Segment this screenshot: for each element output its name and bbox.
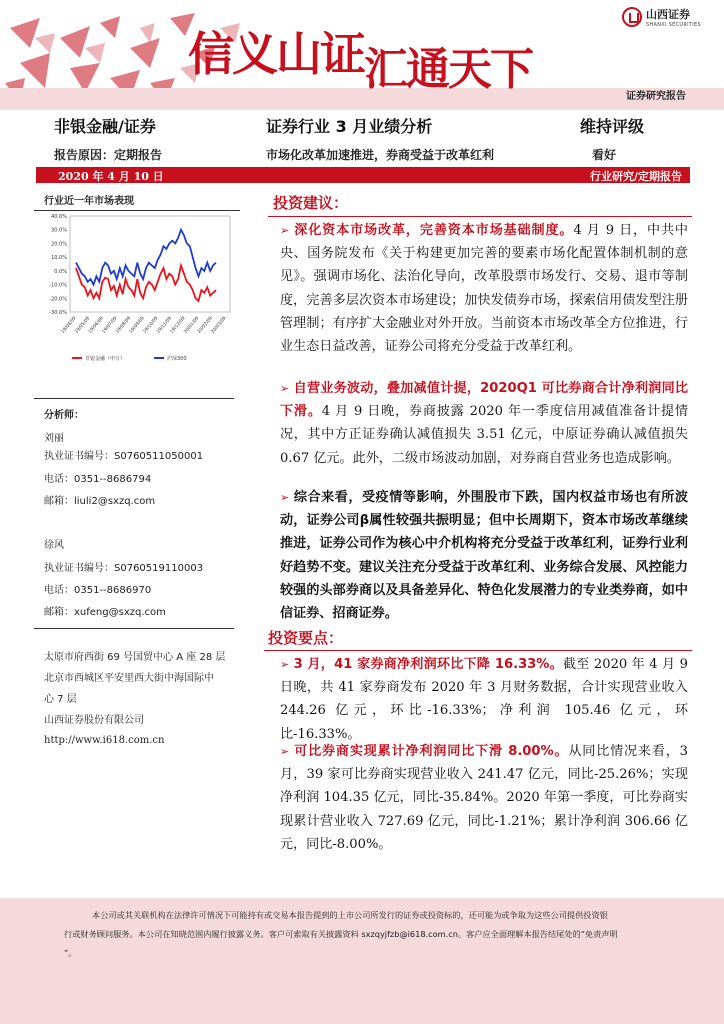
x-tick-label: 19/12/09 (169, 316, 187, 335)
chart-svg (34, 208, 240, 378)
analyst-license: 执业证书编号：S0760519110003 (44, 563, 204, 574)
analyst-email[interactable]: 邮箱：xufeng@sxzq.com (44, 607, 166, 618)
point-item (280, 740, 688, 852)
point-highlight: 可比券商实现累计净利润同比下滑 8.00%。 (294, 744, 569, 759)
advice-highlight: 自营业务波动，叠加减值计提，2020Q1 可比券商合计净利润同比下滑。 (280, 381, 688, 420)
section-divider (268, 216, 692, 217)
legend-swatch-0 (72, 357, 82, 359)
y-tick-label: 10.0% (51, 255, 67, 262)
x-tick-label: 19/11/09 (156, 316, 173, 335)
series-line-1 (76, 230, 216, 285)
divider (34, 628, 234, 629)
disclaimer-line-1: 本公司或其关联机构在法律许可情况下可能持有或交易本报告提到的上市公司所发行的证券或投资标的，还可能为或争取为这些公司提供投资银 (92, 910, 608, 920)
page-header (0, 0, 724, 112)
report-reason: 报告原因：定期报告 (54, 148, 163, 162)
advice-text: 4 月 9 日，中共中央、国务院发布《关于构建更加完善的要素市场化配置体制机制的意见》。强调市场化、法治化导向，改革股票市场发行、交易、退市等制度，完善多层次资本市场建设；加快发债券市场，探索信用债发型注册管理制；有序扩大金融业对外开放。当前资本市场改革全方位推进，行业生态日益改善，证券公司将充分受益于改革红利。 (280, 223, 689, 355)
logo-icon (622, 7, 642, 27)
advice-text: 4 月 9 日晚，券商披露 2020 年一季度信用减值准备计提情况，其中方正证券确认减值损失 3.51 亿元，中原证券确认减值损失 0.67 亿元。此外，二级市场波动加剧，对券商自营业务也造成影响。 (280, 404, 689, 466)
address-beijing: 北京市西城区平安里西大街中海国际中 (44, 673, 214, 684)
market-chart (34, 208, 240, 378)
x-tick-label: 19/07/09 (101, 316, 119, 335)
logo-en: SHANXI SECURITIES (646, 22, 701, 28)
points-title: 投资要点： (268, 629, 344, 647)
analyst-phone: 电话：0351--8686794 (44, 474, 152, 485)
advice-item (280, 219, 688, 371)
advice-item (280, 486, 689, 622)
date-bar (36, 167, 690, 183)
x-tick-label: 19/08/09 (115, 316, 133, 335)
report-title: 证券行业 3 月业绩分析 (266, 117, 433, 136)
rating-value: 看好 (592, 148, 617, 162)
company-name: 山西证券股份有限公司 (44, 715, 144, 726)
advice-item (280, 377, 688, 483)
point-item (280, 653, 688, 742)
analyst-phone: 电话：0351--8686970 (44, 585, 152, 596)
advice-title: 投资建议： (273, 194, 349, 212)
bullet-arrow-icon: ➢ (280, 382, 290, 395)
disclaimer-line-2: 行或财务顾问服务。本公司在知晓范围内履行披露义务。客户可索取有关披露资料 sxzqyjfzb@i618.com.cn。客户应全面理解本报告结尾处的“免责声明 (64, 929, 618, 939)
rating-title: 维持评级 (580, 117, 645, 136)
bullet-arrow-icon: ➢ (280, 658, 290, 671)
y-tick-label: 0.0% (54, 268, 67, 275)
bullet-arrow-icon: ➢ (280, 745, 290, 758)
y-tick-label: -10.0% (49, 282, 67, 289)
point-highlight: 3 月，41 家券商净利润环比下降 16.33%。 (293, 657, 563, 672)
x-tick-label: 19/04/09 (60, 316, 78, 335)
report-date: 2020 年 4 月 10 日 (58, 170, 164, 183)
analyst-email[interactable]: 邮箱：liuli2@sxzq.com (44, 496, 156, 507)
company-website[interactable]: http://www.i618.com.cn (44, 735, 165, 746)
y-tick-label: -20.0% (49, 296, 67, 303)
chart-title: 行业近一年市场表现 (34, 186, 240, 211)
legend-label-1: 沪深300 (167, 356, 187, 362)
y-tick-label: 40.0% (51, 214, 67, 220)
x-tick-label: 19/09/09 (128, 316, 146, 335)
section-divider (264, 650, 692, 651)
x-tick-label: 19/10/09 (142, 316, 160, 335)
slogan (188, 18, 532, 95)
advice-highlight: 深化资本市场改革，完善资本市场基础制度。 (294, 223, 574, 238)
divider (34, 398, 234, 399)
slogan-part-2: 汇通天下 (364, 44, 532, 95)
y-tick-label: 30.0% (51, 227, 67, 234)
left-sidebar (34, 186, 240, 362)
header-banner (0, 88, 724, 110)
report-type: 证券研究报告 (626, 91, 686, 102)
point-text: 从同比情况来看，3 月，39 家可比券商实现营业收入 241.47 亿元，同比-25.26%；实现净利润 104.35 亿元，同比-35.84%。2020 年第一季度，可比券商实现累计营业收入 727.69 亿元，同比-1.21%；累计净利润 306.66 亿元，同比-8.00%。 (280, 744, 688, 852)
address-beijing-cont: 心 7 层 (44, 694, 77, 705)
x-tick-label: 20/01/09 (183, 316, 201, 335)
point-text: 截至 2020 年 4 月 9 日晚，共 41 家券商发布 2020 年 3 月财务数据，合计实现营业收入 244.26 亿元，环比-16.33%；净利润 105.46 亿元，环比-16.33%。 (280, 657, 688, 742)
x-tick-label: 19/05/09 (74, 316, 92, 335)
advice-text: 综合来看，受疫情等影响，外围股市下跌，国内权益市场也有所波动，证券公司β属性较强共振明显；但中长周期下，资本市场改革继续推进，证券公司作为核心中介机构将充分受益于改革红利，证券行业利好趋势不变。建议关注充分受益于改革红利、业务综合发展、风控能力较强的头部券商以及具备差异化、特色化发展潜力的专业类券商，如中信证券、招商证券。 (280, 490, 689, 622)
legend-label-0: 非银金融（申万） (85, 356, 126, 362)
legend-swatch-1 (154, 357, 164, 359)
report-subtitle: 市场化改革加速推进，券商受益于改革红利 (266, 148, 495, 162)
y-tick-label: 20.0% (51, 241, 67, 248)
analyst-name: 刘丽 (44, 433, 64, 444)
disclaimer-line-3: ”。 (64, 948, 77, 958)
x-tick-label: 20/02/09 (197, 316, 214, 335)
company-logo (622, 6, 701, 28)
slogan-part-1: 信义山证 (188, 27, 364, 81)
industry-title: 非银金融/证券 (54, 117, 156, 136)
analyst-name: 徐风 (44, 540, 64, 551)
y-tick-label: -30.0% (49, 310, 67, 316)
logo-cn: 山西证券 (646, 8, 690, 21)
x-tick-label: 19/06/09 (87, 316, 105, 335)
analyst-license: 执业证书编号：S0760511050001 (44, 451, 204, 462)
disclaimer-footer (0, 898, 724, 1024)
report-category: 行业研究/定期报告 (589, 170, 682, 183)
analyst-header: 分析师： (44, 410, 84, 421)
x-tick-label: 20/03/09 (210, 316, 228, 335)
address-taiyuan: 太原市府西街 69 号国贸中心 A 座 28 层 (44, 652, 226, 663)
bullet-arrow-icon: ➢ (280, 224, 290, 237)
bullet-arrow-icon: ➢ (280, 491, 290, 504)
